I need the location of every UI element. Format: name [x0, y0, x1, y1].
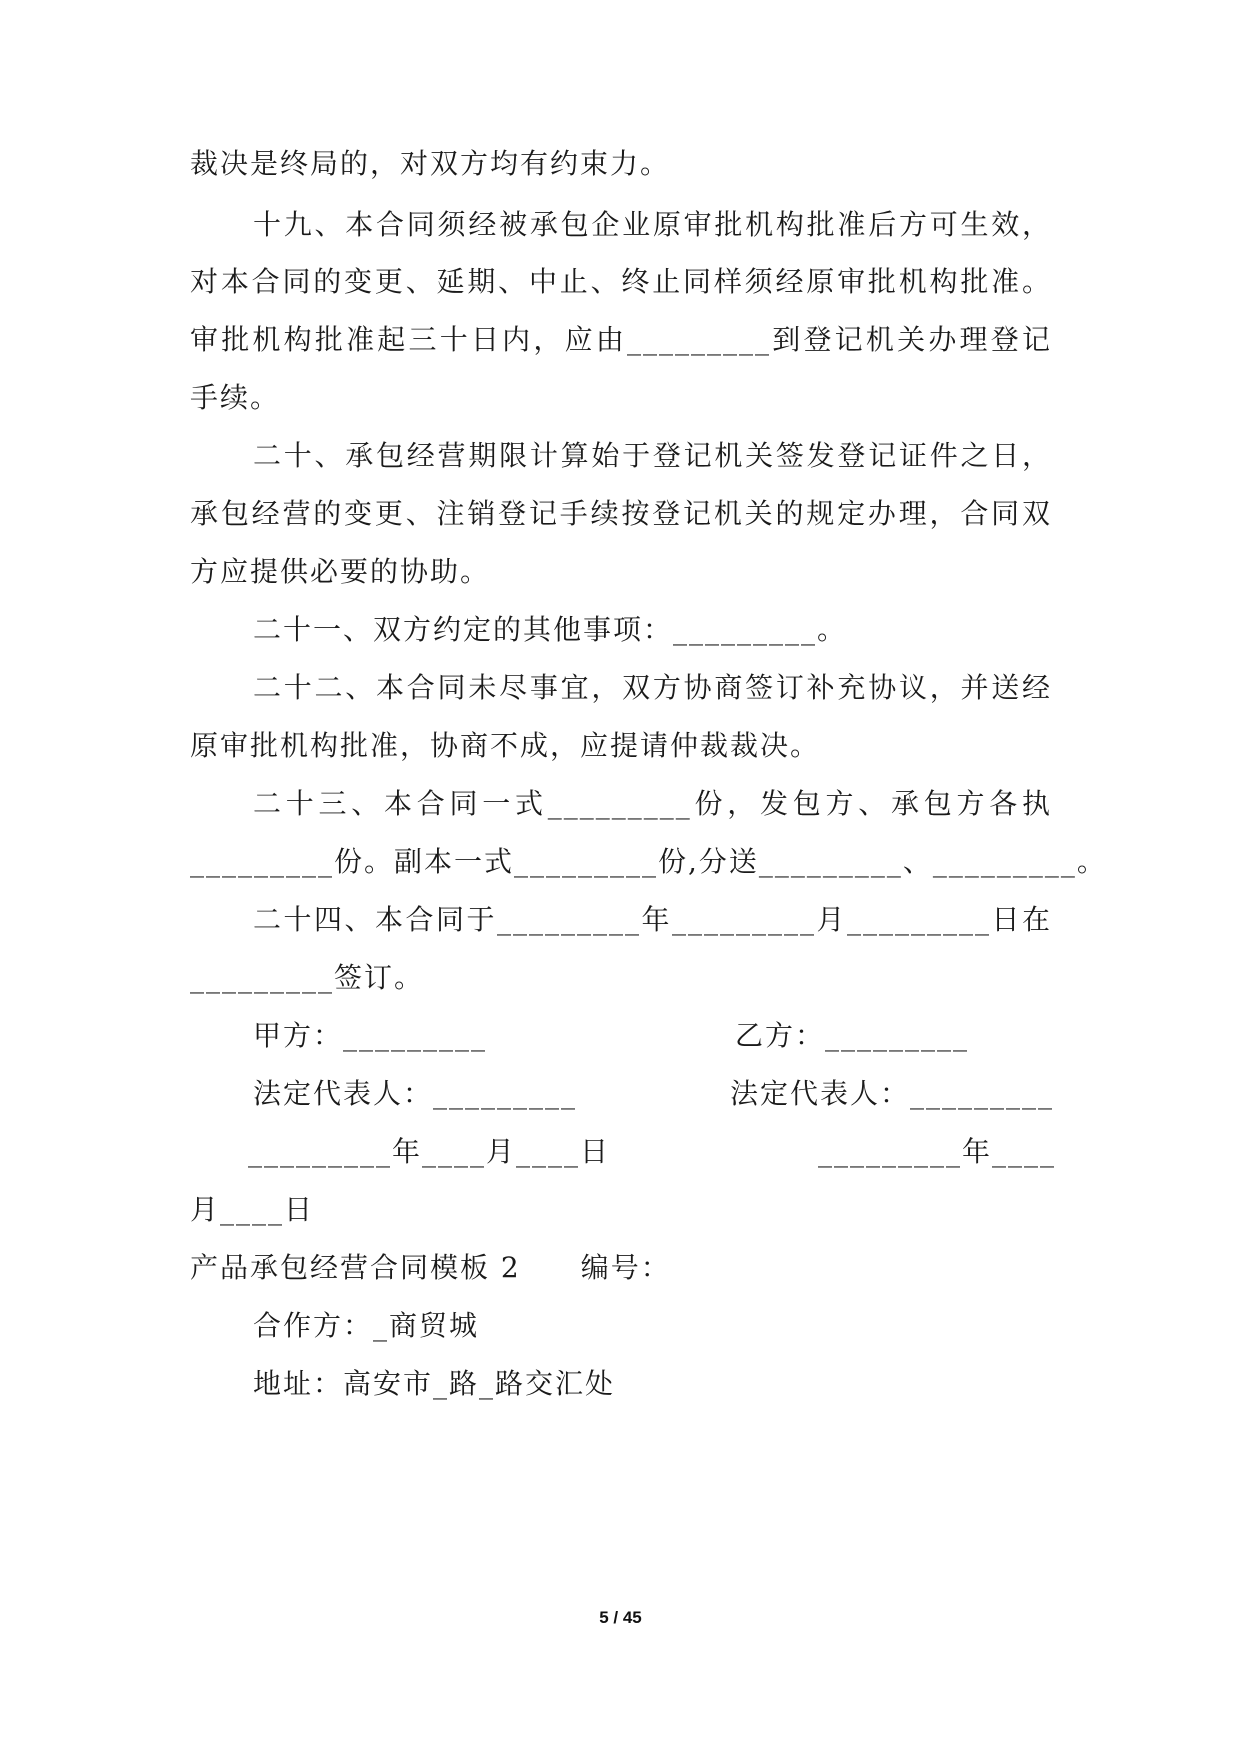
party-a-label: 甲方：_________: [253, 1019, 488, 1052]
partner-line: 合作方：_商贸城: [253, 1309, 480, 1342]
paragraph-line: 原审批机构批准，协商不成，应提请仲裁裁决。: [190, 729, 821, 762]
paragraph-line: 十九、本合同须经被承包企业原审批机构批准后方可生效，: [253, 208, 1052, 241]
party-b-date: _________年____: [818, 1135, 1057, 1168]
paragraph-line: 方应提供必要的协助。: [190, 555, 491, 588]
paragraph-line: 对本合同的变更、延期、中止、终止同样须经原审批机构批准。: [190, 265, 1052, 298]
party-b-date-continued: 月____日: [190, 1193, 315, 1226]
party-b-label: 乙方：_________: [735, 1019, 970, 1052]
address-line: 地址：高安市_路_路交汇处: [253, 1367, 616, 1400]
paragraph-line: 二十一、双方约定的其他事项：_________。: [253, 613, 848, 646]
template-2-title: 产品承包经营合同模板 2 编号：: [190, 1251, 671, 1284]
paragraph-line: 裁决是终局的，对双方均有约束力。: [190, 147, 671, 180]
party-a-representative: 法定代表人：_________: [253, 1077, 578, 1110]
paragraph-line: _________签订。: [190, 961, 425, 994]
paragraph-line: 手续。: [190, 381, 281, 414]
paragraph-line: 审批机构批准起三十日内，应由_________到登记机关办理登记: [190, 323, 1052, 356]
page-number: 5 / 45: [599, 1608, 642, 1627]
paragraph-line: 二十二、本合同未尽事宜，双方协商签订补充协议，并送经: [253, 671, 1052, 704]
paragraph-line: 二十三、本合同一式_________份，发包方、承包方各执: [253, 787, 1052, 820]
paragraph-line: 二十、承包经营期限计算始于登记机关签发登记证件之日，: [253, 439, 1052, 472]
party-b-representative: 法定代表人：_________: [730, 1077, 1055, 1110]
paragraph-line: 二十四、本合同于_________年_________月_________日在: [253, 903, 1052, 936]
paragraph-line: _________份。副本一式_________份,分送_________、_________。: [190, 845, 1107, 878]
paragraph-line: 承包经营的变更、注销登记手续按登记机关的规定办理，合同双: [190, 497, 1052, 530]
party-a-date: _________年____月____日: [248, 1135, 611, 1168]
